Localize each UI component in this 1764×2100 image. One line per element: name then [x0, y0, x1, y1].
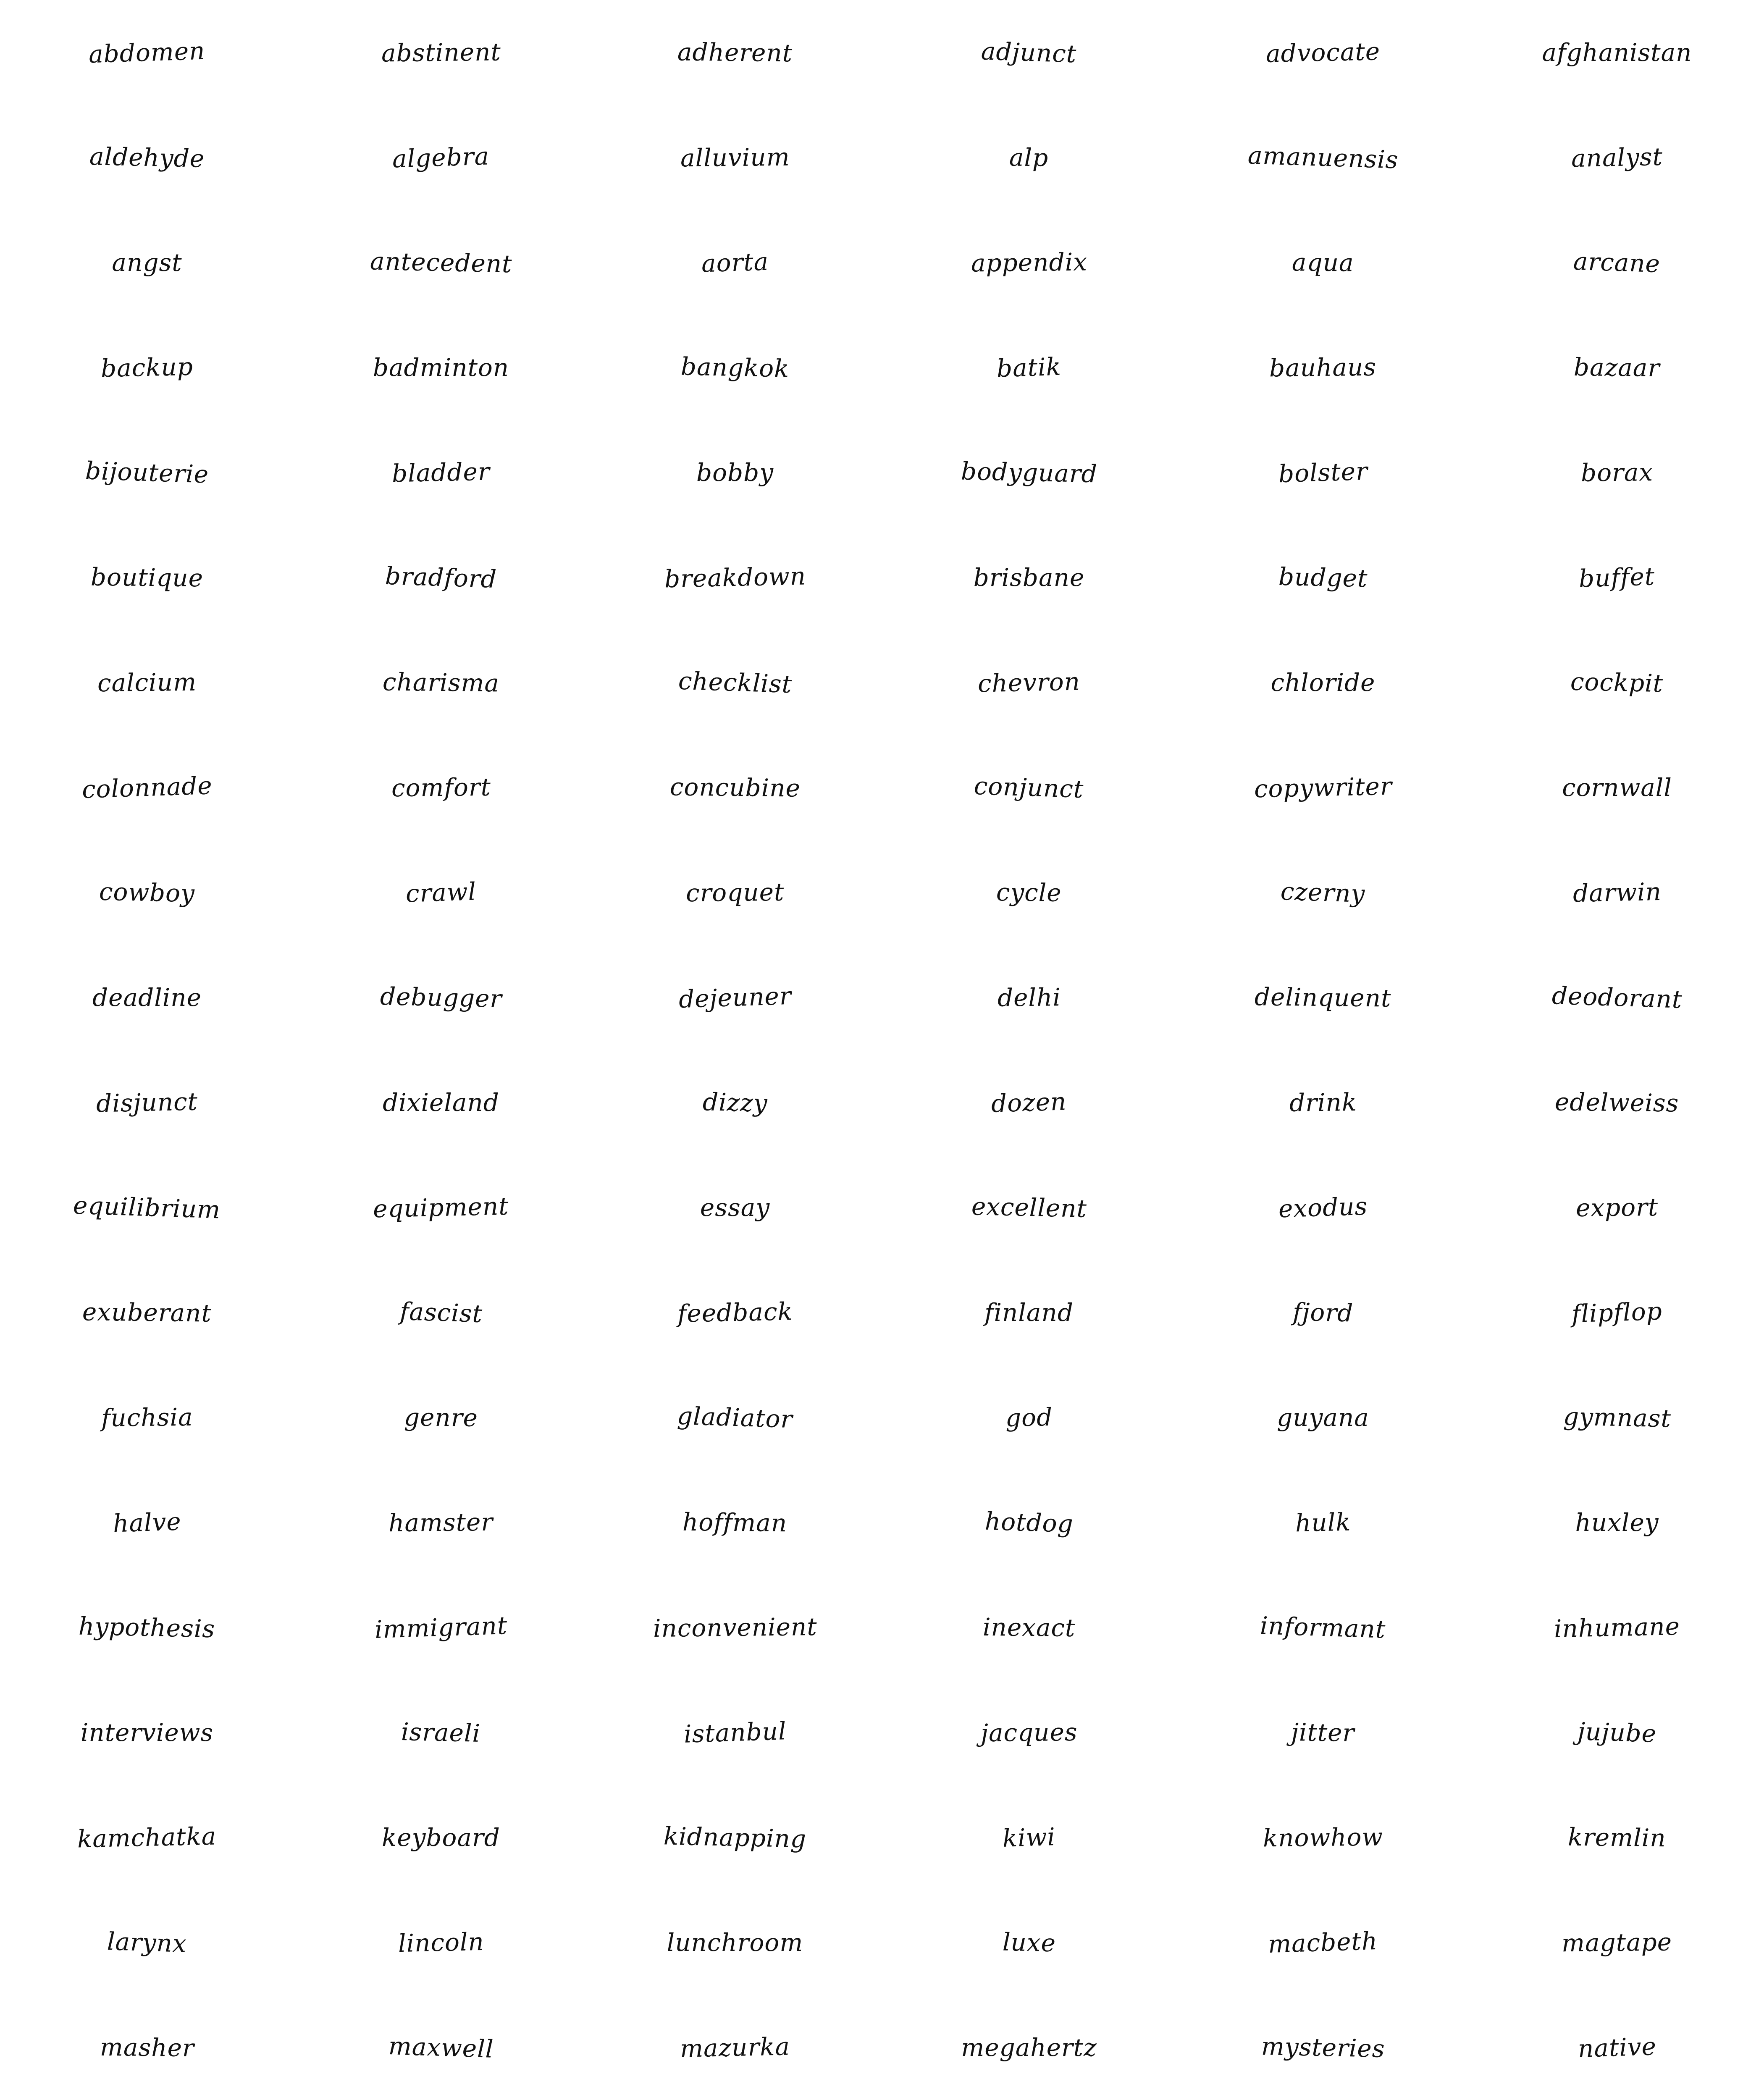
word-cell [294, 1155, 588, 1260]
handwritten-word: concubine [669, 772, 801, 803]
handwritten-word: cycle [996, 878, 1062, 907]
word-cell [0, 315, 294, 420]
word-cell [1470, 1050, 1764, 1155]
handwritten-word: czerny [1280, 877, 1366, 908]
word-cell [1176, 1995, 1470, 2100]
word-cell [1176, 840, 1470, 945]
handwritten-word: deodorant [1551, 981, 1683, 1014]
handwritten-word: hotdog [984, 1507, 1074, 1538]
handwritten-word: checklist [677, 666, 793, 699]
handwritten-word: kidnapping [663, 1822, 807, 1853]
handwritten-word: breakdown [664, 562, 806, 593]
handwritten-word: adjunct [981, 37, 1077, 68]
word-cell [1470, 105, 1764, 210]
handwritten-word: cornwall [1562, 773, 1672, 802]
word-cell [0, 1470, 294, 1575]
handwritten-word: amanuensis [1247, 141, 1399, 174]
handwritten-word: aldehyde [89, 142, 205, 173]
word-cell [294, 1260, 588, 1365]
word-cell [1176, 525, 1470, 630]
word-cell [0, 735, 294, 840]
handwritten-word: flipflop [1571, 1297, 1663, 1328]
handwritten-word: mazurka [680, 2032, 790, 2063]
word-cell [294, 0, 588, 105]
word-cell [0, 1680, 294, 1785]
handwritten-word: batik [996, 352, 1062, 383]
handwritten-word: arcane [1573, 247, 1661, 278]
handwritten-word: bangkok [680, 352, 790, 383]
handwritten-word: dozen [991, 1087, 1067, 1118]
word-cell [1176, 0, 1470, 105]
handwritten-word: jitter [1291, 1718, 1355, 1747]
handwritten-word: badminton [373, 353, 509, 382]
word-cell [588, 840, 882, 945]
word-cell [1470, 840, 1764, 945]
word-cell [882, 1995, 1176, 2100]
handwritten-word: equilibrium [73, 1191, 221, 1224]
word-cell [0, 0, 294, 105]
handwritten-word: exuberant [82, 1297, 212, 1328]
word-cell [0, 1365, 294, 1470]
word-cell [0, 1575, 294, 1680]
handwritten-word: antecedent [370, 247, 512, 278]
word-cell [882, 1470, 1176, 1575]
handwritten-word: afghanistan [1542, 38, 1692, 67]
word-cell [1470, 1260, 1764, 1365]
word-cell [294, 1050, 588, 1155]
handwritten-word: cockpit [1570, 667, 1664, 698]
handwritten-word: copywriter [1254, 772, 1392, 803]
word-cell [294, 630, 588, 735]
word-cell [588, 210, 882, 315]
word-cell [882, 1050, 1176, 1155]
word-cell [588, 1575, 882, 1680]
handwritten-word: abstinent [381, 37, 501, 68]
handwritten-word: inconvenient [653, 1612, 817, 1643]
word-cell [294, 105, 588, 210]
word-cell [588, 630, 882, 735]
handwritten-word: chevron [977, 667, 1081, 698]
handwritten-word: gladiator [677, 1401, 793, 1434]
handwritten-word: excellent [971, 1192, 1087, 1223]
word-cell [1176, 1050, 1470, 1155]
word-cell [1470, 1995, 1764, 2100]
handwritten-word: bazaar [1574, 352, 1660, 383]
handwritten-word: borax [1580, 458, 1654, 487]
word-cell [882, 1785, 1176, 1890]
handwritten-word: knowhow [1263, 1822, 1383, 1853]
word-cell [0, 1260, 294, 1365]
word-cell [0, 420, 294, 525]
handwritten-word: chloride [1270, 668, 1376, 697]
handwritten-word: bobby [696, 458, 774, 487]
word-cell [1470, 630, 1764, 735]
word-cell [1176, 420, 1470, 525]
handwritten-word: immigrant [374, 1611, 508, 1644]
word-cell [588, 1050, 882, 1155]
word-cell [0, 1995, 294, 2100]
handwritten-word: essay [700, 1193, 770, 1222]
word-cell [588, 735, 882, 840]
word-cell [1470, 420, 1764, 525]
handwritten-word: informant [1260, 1611, 1386, 1644]
handwritten-word: kamchatka [77, 1822, 217, 1853]
word-cell [588, 1785, 882, 1890]
word-cell [882, 1575, 1176, 1680]
handwritten-word: exodus [1278, 1192, 1368, 1223]
handwritten-word: calcium [97, 667, 197, 698]
handwritten-word: edelweiss [1554, 1087, 1680, 1118]
handwritten-word: dizzy [702, 1087, 768, 1118]
handwritten-word: larynx [107, 1927, 187, 1958]
word-cell [294, 840, 588, 945]
handwritten-word: abdomen [88, 36, 206, 69]
handwritten-word: buffet [1578, 562, 1656, 593]
word-cell [294, 945, 588, 1050]
word-cell [1176, 1155, 1470, 1260]
word-cell [1176, 630, 1470, 735]
handwritten-word: hoffman [682, 1507, 788, 1538]
word-cell [588, 945, 882, 1050]
word-cell [588, 1680, 882, 1785]
word-cell [1470, 945, 1764, 1050]
word-cell [294, 1890, 588, 1995]
word-cell [1470, 1890, 1764, 1995]
word-cell [0, 1155, 294, 1260]
handwritten-word: maxwell [388, 2032, 494, 2063]
word-cell [882, 525, 1176, 630]
handwritten-word: dejeuner [678, 981, 792, 1014]
handwritten-word: hulk [1295, 1507, 1351, 1538]
word-cell [294, 315, 588, 420]
handwritten-word: crawl [405, 877, 477, 908]
handwritten-word: delinquent [1254, 982, 1392, 1013]
handwritten-word: advocate [1265, 37, 1381, 68]
handwritten-word: huxley [1575, 1508, 1659, 1537]
handwritten-word: fuchsia [101, 1402, 193, 1433]
handwritten-word: drink [1289, 1088, 1357, 1117]
word-cell [1470, 315, 1764, 420]
word-cell [1470, 1470, 1764, 1575]
word-cell [588, 1890, 882, 1995]
handwritten-word: bolster [1278, 457, 1368, 488]
word-cell [1470, 1575, 1764, 1680]
word-cell [1470, 735, 1764, 840]
word-cell [882, 420, 1176, 525]
handwritten-word: bodyguard [960, 457, 1098, 488]
handwritten-word: finland [984, 1298, 1074, 1327]
word-cell [588, 1155, 882, 1260]
word-cell [588, 315, 882, 420]
handwritten-word: aorta [701, 247, 769, 278]
handwritten-word: feedback [677, 1297, 793, 1328]
handwritten-word: masher [100, 2032, 194, 2063]
handwritten-word: adherent [677, 37, 793, 68]
word-cell [294, 735, 588, 840]
handwritten-word: appendix [971, 247, 1087, 278]
handwritten-word: backup [100, 352, 194, 383]
handwritten-word: gymnast [1562, 1402, 1672, 1433]
handwritten-word: equipment [373, 1192, 509, 1223]
handwritten-word: algebra [392, 142, 490, 173]
word-cell [1176, 1365, 1470, 1470]
word-cell [0, 945, 294, 1050]
handwritten-word: fjord [1292, 1297, 1354, 1328]
handwritten-word: kremlin [1567, 1822, 1667, 1853]
word-cell [0, 1050, 294, 1155]
word-cell [0, 840, 294, 945]
handwritten-word: croquet [685, 877, 785, 908]
handwritten-word: god [1005, 1402, 1053, 1433]
handwritten-word: fascist [399, 1297, 483, 1328]
handwritten-word: export [1575, 1192, 1659, 1223]
handwritten-word: bijouterie [84, 456, 210, 489]
word-cell [294, 210, 588, 315]
word-cell [882, 735, 1176, 840]
handwritten-word: luxe [1002, 1927, 1056, 1958]
handwritten-word: cowboy [99, 877, 195, 908]
handwritten-word: lunchroom [667, 1928, 803, 1957]
word-cell [1176, 315, 1470, 420]
handwritten-word: hamster [388, 1507, 494, 1538]
handwritten-word: kiwi [1002, 1822, 1056, 1853]
word-cell [1176, 1260, 1470, 1365]
word-cell [1176, 1680, 1470, 1785]
word-cell [0, 1890, 294, 1995]
handwritten-word: inhumane [1554, 1612, 1680, 1643]
word-cell [294, 420, 588, 525]
handwritten-word: comfort [391, 772, 491, 803]
word-cell [294, 1785, 588, 1890]
word-cell [882, 1890, 1176, 1995]
handwritten-word: analyst [1571, 142, 1663, 173]
handwritten-word: budget [1278, 562, 1368, 593]
word-cell [1470, 0, 1764, 105]
word-cell [882, 105, 1176, 210]
word-cell [588, 0, 882, 105]
handwritten-word: interviews [80, 1718, 214, 1747]
word-cell [0, 1785, 294, 1890]
handwritten-word: charisma [382, 667, 500, 698]
handwritten-word: lincoln [397, 1927, 485, 1958]
handwritten-word: jujube [1577, 1717, 1657, 1748]
word-cell [588, 420, 882, 525]
word-cell [1470, 1680, 1764, 1785]
word-cell [1470, 1155, 1764, 1260]
word-cell [294, 1365, 588, 1470]
word-cell [588, 1365, 882, 1470]
word-cell [1176, 1470, 1470, 1575]
handwritten-word: jacques [980, 1717, 1078, 1748]
handwritten-word: megahertz [961, 2033, 1097, 2062]
word-cell [882, 1260, 1176, 1365]
word-cell [1176, 1890, 1470, 1995]
word-cell [294, 525, 588, 630]
word-cell [1176, 1575, 1470, 1680]
handwritten-word: alluvium [680, 142, 790, 173]
word-cell [882, 315, 1176, 420]
word-cell [1176, 945, 1470, 1050]
word-cell [882, 1680, 1176, 1785]
handwritten-word: hypothesis [78, 1612, 216, 1643]
word-cell [1470, 210, 1764, 315]
word-cell [0, 210, 294, 315]
word-cell [588, 1995, 882, 2100]
word-cell [0, 105, 294, 210]
handwritten-word: macbeth [1268, 1926, 1378, 1959]
handwritten-word: conjunct [974, 771, 1084, 804]
word-cell [294, 1680, 588, 1785]
handwritten-word: native [1577, 2032, 1657, 2063]
word-cell [0, 630, 294, 735]
word-cell [588, 105, 882, 210]
word-cell [882, 210, 1176, 315]
handwritten-word: alp [1009, 143, 1049, 172]
handwritten-word: istanbul [683, 1717, 787, 1748]
word-cell [0, 525, 294, 630]
handwritten-word: boutique [90, 562, 204, 593]
handwritten-word: bladder [391, 457, 491, 488]
word-cell [882, 630, 1176, 735]
word-cell [1470, 525, 1764, 630]
word-cell [1470, 1785, 1764, 1890]
word-cell [588, 1470, 882, 1575]
word-cell [1176, 735, 1470, 840]
word-cell [882, 1155, 1176, 1260]
handwritten-word: debugger [380, 982, 502, 1013]
word-cell [1470, 1365, 1764, 1470]
word-cell [294, 1575, 588, 1680]
handwritten-word: colonnade [81, 771, 213, 804]
handwritten-word: brisbane [973, 563, 1085, 592]
handwritten-word: magtape [1562, 1927, 1672, 1958]
handwritten-word: darwin [1572, 877, 1662, 908]
word-cell [1176, 210, 1470, 315]
handwritten-word: keyboard [382, 1823, 500, 1852]
word-cell [882, 0, 1176, 105]
handwritten-word: dixieland [383, 1088, 499, 1117]
word-cell [1176, 105, 1470, 210]
word-cell [294, 1995, 588, 2100]
word-cell [294, 1470, 588, 1575]
handwritten-word: deadline [92, 983, 202, 1012]
handwritten-word: guyana [1277, 1403, 1369, 1432]
word-cell [588, 1260, 882, 1365]
word-cell [882, 840, 1176, 945]
handwritten-word: israeli [401, 1717, 481, 1748]
handwritten-word: angst [112, 248, 182, 277]
handwritten-word: delhi [997, 983, 1061, 1012]
word-cell [882, 1365, 1176, 1470]
handwritten-word: bauhaus [1269, 352, 1377, 383]
word-cell [588, 525, 882, 630]
word-cell [882, 945, 1176, 1050]
handwritten-word: inexact [982, 1612, 1076, 1643]
handwritten-word: bradford [385, 561, 497, 594]
handwritten-word: mysteries [1261, 2032, 1385, 2063]
handwritten-word: aqua [1292, 248, 1354, 277]
handwritten-word: disjunct [96, 1087, 198, 1118]
word-cell [1176, 1785, 1470, 1890]
handwritten-word: halve [112, 1507, 182, 1538]
handwritten-word: genre [404, 1403, 478, 1432]
